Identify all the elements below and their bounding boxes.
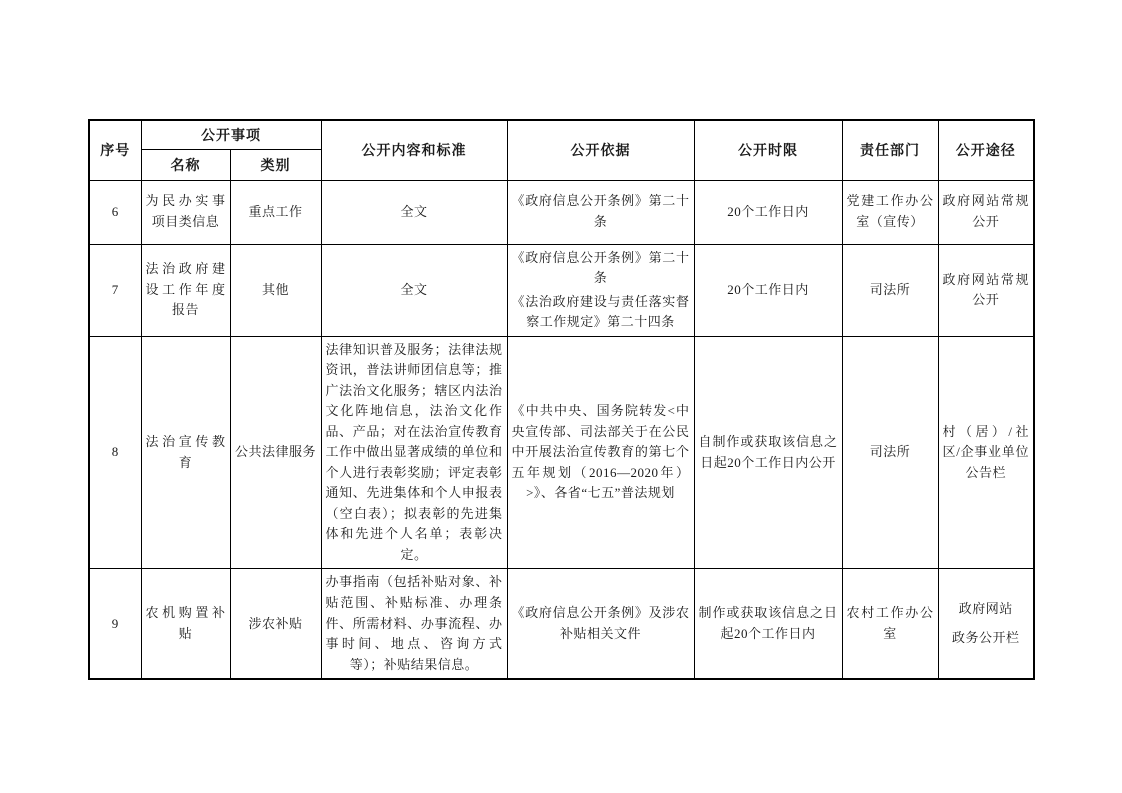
cell-6-channel — [938, 180, 1034, 244]
basis-paragraph: 《法治政府建设与责任落实督察工作规定》第二十四条 — [511, 293, 690, 330]
header-department: 责任部门 — [842, 120, 938, 180]
cell-6-serial: 6 — [89, 180, 141, 244]
table-row-7 — [89, 244, 1034, 336]
channel-paragraph: 政府网站常规公开 — [942, 271, 1029, 308]
cell-8-department: 司法所 — [842, 336, 938, 569]
cell-8-serial: 8 — [89, 336, 141, 569]
cell-7-category: 其他 — [230, 244, 321, 336]
table-row-8 — [89, 336, 1034, 569]
channel-paragraph: 村（居）/社区/企事业单位公告栏 — [942, 423, 1029, 480]
cell-9-serial: 9 — [89, 569, 141, 679]
table-row-6 — [89, 180, 1034, 244]
channel-paragraph: 政务公开栏 — [951, 630, 1020, 646]
cell-6-content: 全文 — [321, 180, 507, 244]
cell-8-name: 法治宣传教育 — [141, 336, 230, 569]
cell-7-basis — [507, 244, 694, 336]
basis-paragraph: 《中共中央、国务院转发<中央宣传部、司法部关于在公民中开展法治宣传教育的第七个五年规划（2016—2020年）>》、各省“七五”普法规划 — [511, 403, 690, 501]
cell-7-content: 全文 — [321, 244, 507, 336]
channel-paragraph: 政府网站常规公开 — [942, 193, 1029, 229]
header-name: 名称 — [141, 149, 230, 180]
cell-9-time-limit: 制作或获取该信息之日起20个工作日内 — [694, 569, 842, 679]
header-content-standard: 公开内容和标准 — [321, 120, 507, 180]
cell-6-name: 为民办实事项目类信息 — [141, 180, 230, 244]
cell-9-content: 办事指南（包括补贴对象、补贴范围、补贴标准、办理条件、所需材料、办事流程、办事时间、地点、咨询方式等）；补贴结果信息。 — [321, 569, 507, 679]
cell-9-channel — [938, 569, 1034, 679]
basis-paragraph: 《政府信息公开条例》及涉农补贴相关文件 — [511, 605, 690, 641]
header-public-matters-group: 公开事项 — [141, 120, 321, 149]
cell-9-basis — [507, 569, 694, 679]
header-row-top — [89, 120, 1034, 149]
basis-paragraph: 《政府信息公开条例》第二十条 — [511, 193, 690, 229]
disclosure-items-table — [88, 119, 1035, 680]
cell-8-category: 公共法律服务 — [230, 336, 321, 569]
cell-7-name: 法治政府建设工作年度报告 — [141, 244, 230, 336]
cell-7-department: 司法所 — [842, 244, 938, 336]
channel-paragraph: 政府网站 — [958, 600, 1013, 616]
cell-8-channel — [938, 336, 1034, 569]
header-category: 类别 — [230, 149, 321, 180]
header-basis: 公开依据 — [507, 120, 694, 180]
cell-6-category: 重点工作 — [230, 180, 321, 244]
table-row-9 — [89, 569, 1034, 679]
header-time-limit: 公开时限 — [694, 120, 842, 180]
cell-8-content: 法律知识普及服务；法律法规资讯，普法讲师团信息等；推广法治文化服务；辖区内法治文化阵地信息，法治文化作品、产品；对在法治宣传教育工作中做出显著成绩的单位和个人进行表彰奖励；评定表彰通知、先进集体和个人申报表（空白表）；拟表彰的先进集体和先进个人名单；表彰决定。 — [321, 336, 507, 569]
cell-6-time-limit: 20个工作日内 — [694, 180, 842, 244]
cell-9-category: 涉农补贴 — [230, 569, 321, 679]
cell-9-name: 农机购置补贴 — [141, 569, 230, 679]
cell-7-time-limit: 20个工作日内 — [694, 244, 842, 336]
header-channel: 公开途径 — [938, 120, 1034, 180]
cell-6-basis — [507, 180, 694, 244]
basis-paragraph: 《政府信息公开条例》第二十条 — [511, 249, 690, 286]
header-serial: 序号 — [89, 120, 141, 180]
cell-6-department: 党建工作办公室（宣传） — [842, 180, 938, 244]
cell-9-department: 农村工作办公室 — [842, 569, 938, 679]
cell-8-basis — [507, 336, 694, 569]
cell-8-time-limit: 自制作或获取该信息之日起20个工作日内公开 — [694, 336, 842, 569]
cell-7-channel — [938, 244, 1034, 336]
cell-7-serial: 7 — [89, 244, 141, 336]
